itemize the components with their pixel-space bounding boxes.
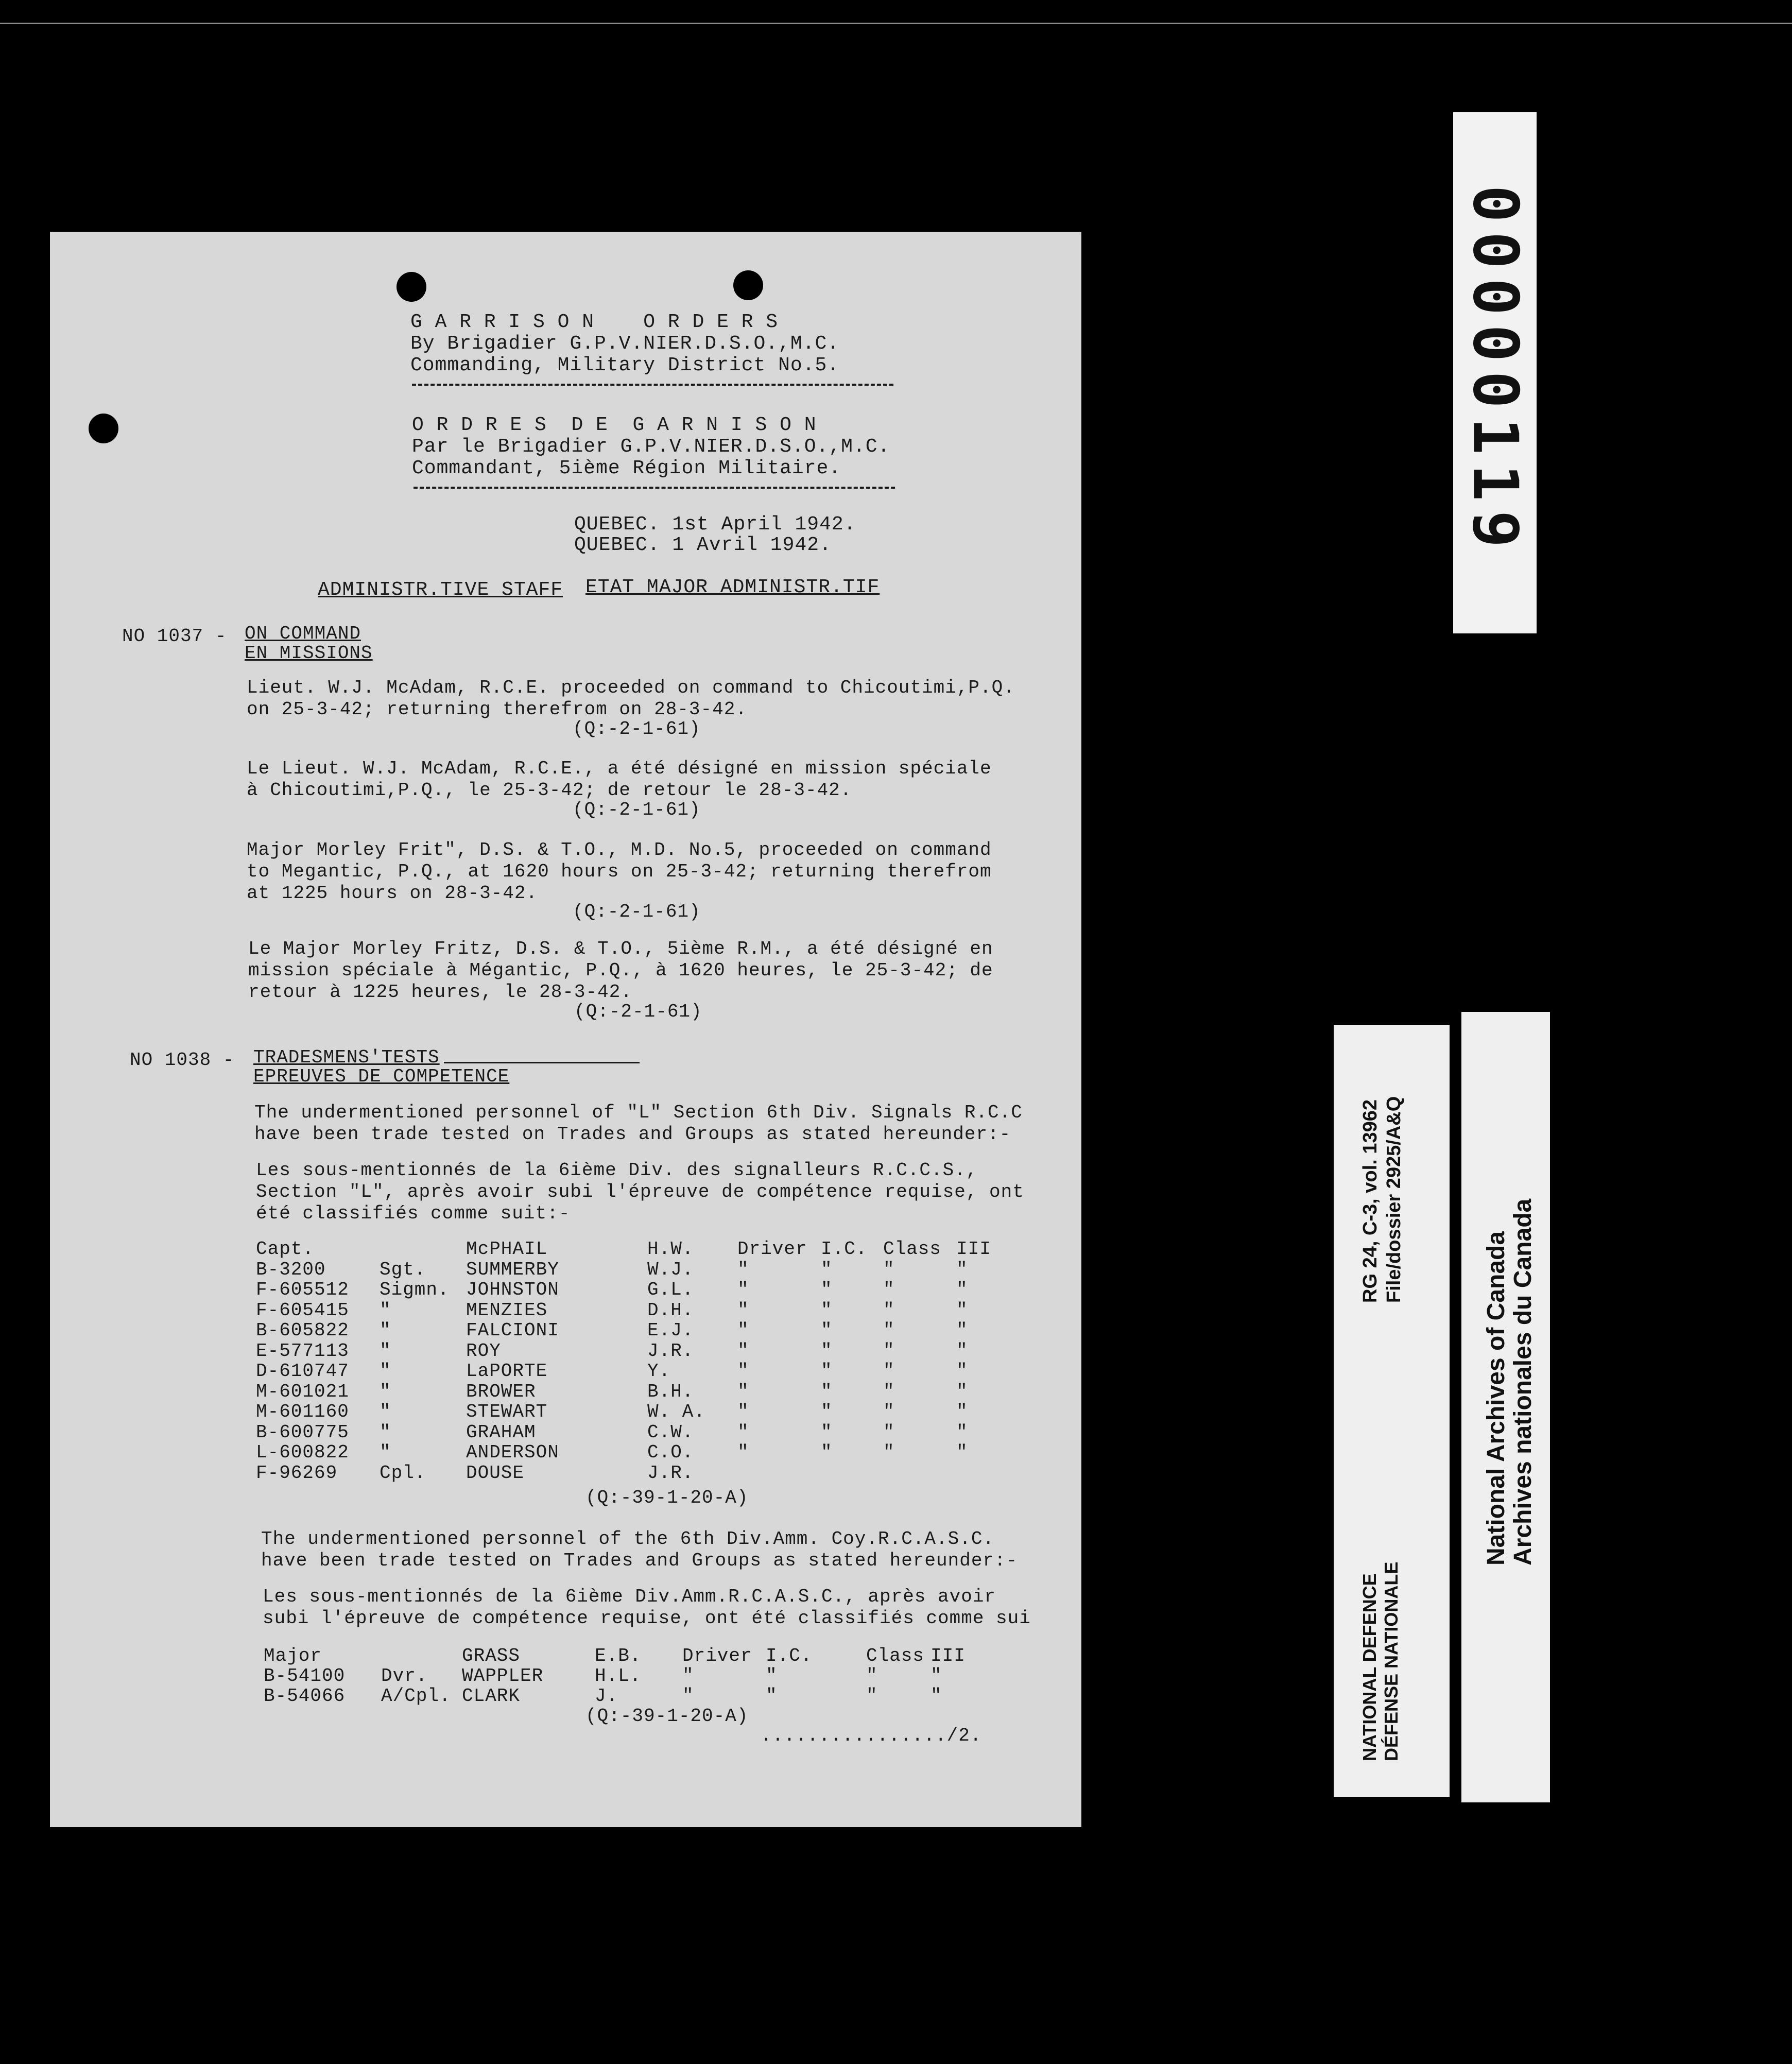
table-cell-name: GRAHAM (466, 1421, 536, 1443)
section-title-en: ADMINISTR.TIVE STAFF (318, 579, 563, 601)
table-cell-c2: I.C. (821, 1239, 868, 1260)
order-title-en: ON COMMAND (245, 623, 361, 644)
table-cell-num: B-54066 (264, 1685, 346, 1707)
table-cell-name: SUMMERBY (466, 1259, 559, 1280)
table-cell-num: D-610747 (256, 1361, 349, 1382)
file-reference: (Q:-2-1-61) (573, 901, 701, 922)
table-cell-c3: " (883, 1442, 895, 1463)
reference-line: File/dossier 2925/A&Q (1383, 1096, 1405, 1303)
table-cell-c4: " (931, 1665, 942, 1687)
frame-number (1457, 144, 1532, 597)
order-title-fr: EPREUVES DE COMPETENCE (253, 1066, 510, 1087)
order-title-fr: EN MISSIONS (245, 643, 373, 664)
command-en: Commanding, Military District No.5. (410, 354, 840, 376)
paragraph-line: on 25-3-42; returning therefrom on 28-3-42. (247, 699, 747, 720)
table-cell-c3: " (883, 1340, 895, 1362)
table-cell-c3: " (883, 1299, 895, 1321)
reference-line: RG 24, C-3, vol. 13962 (1359, 1099, 1381, 1303)
table-cell-c1: " (682, 1665, 694, 1687)
table-cell-init: W. A. (647, 1401, 706, 1422)
table-cell-num: Capt. (256, 1239, 315, 1260)
table-cell-c2: " (821, 1299, 833, 1321)
table-cell-name: STEWART (466, 1401, 548, 1422)
table-cell-c2: " (821, 1401, 833, 1422)
table-cell-c4: " (956, 1421, 968, 1443)
table-cell-rank: " (380, 1381, 391, 1402)
table-cell-name: JOHNSTON (466, 1279, 559, 1300)
order-number: NO 1038 - (130, 1050, 235, 1071)
table-cell-name: WAPPLER (462, 1665, 544, 1687)
table-cell-rank: Cpl. (380, 1462, 426, 1484)
table-cell-c1: " (737, 1421, 749, 1443)
paragraph-line: have been trade tested on Trades and Groups as stated hereunder:- (254, 1124, 1011, 1145)
table-cell-rank: Dvr. (381, 1665, 428, 1687)
table-cell-c4: III (931, 1645, 966, 1666)
paragraph-line: Les sous-mentionnés de la 6ième Div. des signalleurs R.C.C.S., (256, 1160, 978, 1181)
table-cell-init: C.W. (647, 1421, 694, 1443)
table-cell-c2: " (821, 1442, 833, 1463)
institution-line: Archives nationales du Canada (1509, 1198, 1537, 1566)
table-cell-rank: " (380, 1361, 391, 1382)
date-fr: QUEBEC. 1 Avril 1942. (574, 534, 832, 556)
table-cell-name: FALCIONI (466, 1320, 559, 1341)
paragraph-line: to Megantic, P.Q., at 1620 hours on 25-3-42; returning therefrom (247, 861, 992, 882)
issuer-fr: Par le Brigadier G.P.V.NIER.D.S.O.,M.C. (412, 436, 890, 458)
paragraph-line: Les sous-mentionnés de la 6ième Div.Amm.R.C.A.S.C., après avoir (263, 1586, 996, 1607)
table-cell-name: ROY (466, 1340, 501, 1362)
table-cell-init: H.L. (595, 1665, 642, 1687)
table-cell-c1: Driver (682, 1645, 752, 1666)
frame-number-text: 00000119 (1459, 185, 1531, 557)
paragraph-line: at 1225 hours on 28-3-42. (247, 883, 538, 904)
order-number: NO 1037 - (122, 626, 227, 647)
issuer-en: By Brigadier G.P.V.NIER.D.S.O.,M.C. (410, 333, 840, 355)
file-reference: (Q:-39-1-20-A) (585, 1487, 749, 1508)
table-cell-name: CLARK (462, 1685, 521, 1707)
table-cell-num: B-600775 (256, 1421, 349, 1443)
table-cell-rank: " (380, 1401, 391, 1422)
table-cell-num: Major (264, 1645, 322, 1666)
paragraph-line: Lieut. W.J. McAdam, R.C.E. proceeded on command to Chicoutimi,P.Q. (247, 677, 1015, 698)
table-cell-c2: " (766, 1685, 778, 1707)
table-cell-num: L-600822 (256, 1442, 349, 1463)
table-cell-c3: " (883, 1401, 895, 1422)
date-en: QUEBEC. 1st April 1942. (574, 513, 856, 536)
table-cell-c1: " (737, 1320, 749, 1341)
paragraph-line: à Chicoutimi,P.Q., le 25-3-42; de retour le 28-3-42. (247, 780, 852, 801)
table-cell-rank: " (380, 1320, 391, 1341)
table-cell-c4: " (931, 1685, 942, 1707)
table-cell-c1: " (737, 1381, 749, 1402)
table-cell-init: C.O. (647, 1442, 694, 1463)
paragraph-line: Le Major Morley Fritz, D.S. & T.O., 5ième R.M., a été désigné en (248, 938, 993, 959)
table-cell-num: F-605512 (256, 1279, 349, 1300)
paragraph-line: Le Lieut. W.J. McAdam, R.C.E., a été désigné en mission spéciale (247, 758, 992, 779)
table-cell-init: D.H. (647, 1299, 694, 1321)
table-cell-c1: " (737, 1401, 749, 1422)
table-cell-c2: I.C. (766, 1645, 813, 1666)
table-cell-name: ANDERSON (466, 1442, 559, 1463)
table-cell-c4: " (956, 1361, 968, 1382)
table-cell-name: DOUSE (466, 1462, 525, 1484)
table-cell-c3: " (883, 1421, 895, 1443)
table-cell-c1: " (737, 1361, 749, 1382)
paragraph-line: Section "L", après avoir subi l'épreuve de compétence requise, ont (256, 1181, 1024, 1202)
table-cell-init: Y. (647, 1361, 671, 1382)
table-cell-c3: Class (866, 1645, 925, 1666)
table-cell-init: J.R. (647, 1462, 694, 1484)
paragraph-line: Major Morley Frit", D.S. & T.O., M.D. No.5, proceeded on command (247, 839, 992, 861)
table-cell-num: B-54100 (264, 1665, 346, 1687)
table-cell-init: W.J. (647, 1259, 694, 1280)
table-cell-num: M-601021 (256, 1381, 349, 1402)
table-cell-c4: " (956, 1299, 968, 1321)
table-cell-rank: Sgt. (380, 1259, 426, 1280)
film-edge-line (0, 23, 1792, 24)
file-reference: (Q:-2-1-61) (573, 718, 701, 739)
table-cell-c2: " (766, 1665, 778, 1687)
table-cell-c4: " (956, 1401, 968, 1422)
table-cell-c3: " (866, 1685, 878, 1707)
table-cell-c2: " (821, 1279, 833, 1300)
table-cell-name: LaPORTE (466, 1361, 548, 1382)
table-cell-num: B-3200 (256, 1259, 326, 1280)
paragraph-line: mission spéciale à Mégantic, P.Q., à 1620 heures, le 25-3-42; de (248, 960, 993, 981)
table-cell-c4: " (956, 1259, 968, 1280)
table-cell-c2: " (821, 1361, 833, 1382)
paragraph-line: have been trade tested on Trades and Groups as stated hereunder:- (261, 1550, 1018, 1571)
table-cell-init: J. (595, 1685, 618, 1707)
table-cell-c4: " (956, 1381, 968, 1402)
table-cell-rank: " (380, 1421, 391, 1443)
table-cell-c3: " (866, 1665, 878, 1687)
file-reference: (Q:-39-1-20-A) (585, 1706, 749, 1727)
table-cell-c1: " (737, 1279, 749, 1300)
table-cell-rank: " (380, 1340, 391, 1362)
department-line: DÉFENSE NATIONALE (1381, 1561, 1402, 1761)
department-line: NATIONAL DEFENCE (1359, 1573, 1380, 1761)
table-cell-num: F-605415 (256, 1299, 349, 1321)
table-cell-c4: " (956, 1442, 968, 1463)
order-title-en: TRADESMENS'TESTS (253, 1047, 440, 1068)
table-cell-init: B.H. (647, 1381, 694, 1402)
table-cell-c2: " (821, 1381, 833, 1402)
table-cell-c2: " (821, 1421, 833, 1443)
title-fr: O R D R E S D E G A R N I S O N (412, 414, 817, 436)
table-cell-num: E-577113 (256, 1340, 349, 1362)
file-reference: (Q:-2-1-61) (574, 1001, 702, 1022)
divider (412, 384, 893, 386)
table-cell-c2: " (821, 1320, 833, 1341)
table-cell-c3: " (883, 1320, 895, 1341)
table-cell-rank: " (380, 1442, 391, 1463)
continuation-marker: ................/2. (761, 1725, 982, 1746)
table-cell-c1: Driver (737, 1239, 807, 1260)
paragraph-line: The undermentioned personnel of the 6th Div.Amm. Coy.R.C.A.S.C. (261, 1528, 995, 1550)
table-cell-rank: " (380, 1299, 391, 1321)
table-cell-rank: A/Cpl. (381, 1685, 451, 1707)
table-cell-c4: III (956, 1239, 991, 1260)
table-cell-c2: " (821, 1259, 833, 1280)
table-cell-init: J.R. (647, 1340, 694, 1362)
table-cell-init: E.B. (595, 1645, 642, 1666)
table-cell-c4: " (956, 1340, 968, 1362)
table-cell-init: G.L. (647, 1279, 694, 1300)
table-cell-name: BROWER (466, 1381, 536, 1402)
institution-line: National Archives of Canada (1483, 1231, 1510, 1566)
table-cell-init: H.W. (647, 1239, 694, 1260)
punch-hole (397, 272, 426, 302)
table-cell-c1: " (737, 1340, 749, 1362)
command-fr: Commandant, 5ième Région Militaire. (412, 457, 841, 479)
table-cell-c3: " (883, 1259, 895, 1280)
title-underline (444, 1062, 640, 1063)
table-cell-rank: Sigmn. (380, 1279, 450, 1300)
section-title-fr: ETAT MAJOR ADMINISTR.TIF (585, 576, 880, 598)
table-cell-num: M-601160 (256, 1401, 349, 1422)
table-cell-name: MENZIES (466, 1299, 548, 1321)
punch-hole (89, 414, 118, 443)
paragraph-line: The undermentioned personnel of "L" Section 6th Div. Signals R.C.C (254, 1102, 1023, 1123)
table-cell-c4: " (956, 1320, 968, 1341)
paragraph-line: subi l'épreuve de compétence requise, ont été classifiés comme sui (263, 1608, 1031, 1629)
table-cell-c3: Class (883, 1239, 942, 1260)
table-cell-num: B-605822 (256, 1320, 349, 1341)
title-en: G A R R I S O N O R D E R S (410, 311, 779, 333)
table-cell-c1: " (737, 1299, 749, 1321)
file-reference: (Q:-2-1-61) (573, 799, 701, 820)
table-cell-c2: " (821, 1340, 833, 1362)
table-cell-c3: " (883, 1279, 895, 1300)
table-cell-name: GRASS (462, 1645, 521, 1666)
table-cell-num: F-96269 (256, 1462, 338, 1484)
table-cell-c1: " (737, 1442, 749, 1463)
table-cell-c4: " (956, 1279, 968, 1300)
table-cell-init: E.J. (647, 1320, 694, 1341)
table-cell-c3: " (883, 1381, 895, 1402)
table-cell-c1: " (737, 1259, 749, 1280)
paragraph-line: retour à 1225 heures, le 28-3-42. (248, 982, 632, 1003)
table-cell-c3: " (883, 1361, 895, 1382)
document-page (50, 232, 1081, 1827)
table-cell-name: McPHAIL (466, 1239, 548, 1260)
table-cell-c1: " (682, 1685, 694, 1707)
punch-hole (733, 270, 763, 300)
paragraph-line: été classifiés comme suit:- (256, 1203, 571, 1224)
divider (413, 487, 895, 489)
